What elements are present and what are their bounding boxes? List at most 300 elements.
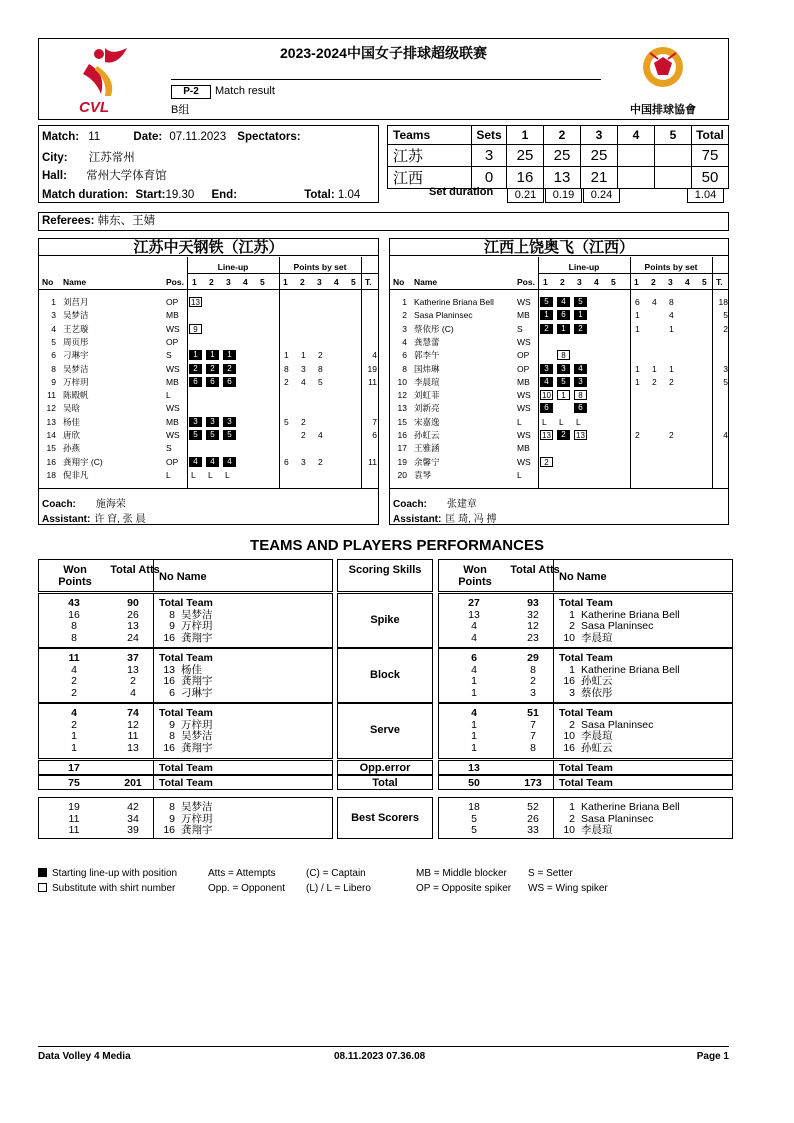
player-name: 吴梦洁 xyxy=(181,608,213,621)
total-points: 5 xyxy=(723,310,728,321)
player-name: 陈殿帆 xyxy=(63,390,89,401)
player-name: 万梓玥 xyxy=(181,812,213,825)
player-no: 16 xyxy=(563,741,575,754)
grid-line xyxy=(553,560,554,591)
team-b-short: 江西 xyxy=(388,167,472,189)
player-row xyxy=(390,442,728,455)
total-points: 11 xyxy=(368,376,377,387)
player-number: 6 xyxy=(402,350,407,361)
starting-position-box: 4 xyxy=(540,377,553,387)
player-name: 龚翔宇 xyxy=(181,675,213,687)
page-number: Page 1 xyxy=(696,1051,729,1062)
team-a-block-block xyxy=(38,648,333,703)
player-number: 13 xyxy=(46,416,56,427)
coach-name: 张建章 xyxy=(446,499,477,510)
player-number: 1 xyxy=(51,297,56,307)
player-name: 国炜琳 xyxy=(414,363,440,374)
total-atts-header: Total Atts xyxy=(510,564,560,576)
starting-position-box: 1 xyxy=(223,350,236,360)
player-row xyxy=(39,402,378,415)
player-number: 8 xyxy=(51,363,56,374)
won-points-header: Won Points xyxy=(458,564,492,588)
points-set-header: 3 xyxy=(668,277,673,287)
player-row xyxy=(39,336,378,349)
assistant-names: 匡 琦, 冯 搏 xyxy=(445,514,497,525)
row-label: Total Team xyxy=(159,762,213,774)
player-row xyxy=(39,456,378,469)
player-number: 6 xyxy=(51,350,56,361)
attempts: 33 xyxy=(527,824,539,836)
attempts: 32 xyxy=(527,608,539,621)
player-position: MB xyxy=(517,310,530,321)
starting-position-box: 6 xyxy=(223,377,236,387)
starting-position-box: 1 xyxy=(540,310,553,320)
player-position: L xyxy=(166,390,171,401)
player-row xyxy=(39,469,378,482)
team-b-total-row xyxy=(438,775,733,790)
player-name: Katherine Briana Bell xyxy=(581,801,680,813)
player-no: 16 xyxy=(563,675,575,687)
attempts: 3 xyxy=(530,686,536,699)
points-set-header: 4 xyxy=(334,277,339,287)
total-points: 4 xyxy=(372,350,377,361)
city-label: City: xyxy=(42,152,68,164)
starting-position-box: 4 xyxy=(189,457,202,467)
attempts: 12 xyxy=(527,620,539,632)
legend-atts: Atts = Attempts xyxy=(208,868,276,879)
team-a-best-scorers xyxy=(38,797,333,839)
t-header: T. xyxy=(365,277,372,287)
total-duration: 1.04 xyxy=(337,189,361,201)
starting-position-box: 6 xyxy=(574,403,587,413)
set-points: 1 xyxy=(635,323,640,334)
player-no: 13 xyxy=(163,663,175,676)
lineup-set-header: 2 xyxy=(209,277,214,287)
date-label: Date: xyxy=(133,131,163,143)
attempts: 4 xyxy=(130,686,136,699)
set-points: 2 xyxy=(301,430,306,440)
starting-position-box: 3 xyxy=(574,377,587,387)
set-scores xyxy=(387,125,729,189)
header-rule xyxy=(171,79,601,80)
substitute-box: 1 xyxy=(557,390,570,400)
player-name: Total Team xyxy=(159,652,213,664)
lineup-header: Line-up xyxy=(217,262,249,272)
assistant-label: Assistant: xyxy=(393,514,442,525)
attempts: 37 xyxy=(127,652,139,664)
player-name: 王艺璇 xyxy=(63,323,89,334)
set-points: 6 xyxy=(635,297,640,307)
player-number: 14 xyxy=(46,430,56,440)
player-position: WS xyxy=(517,390,531,401)
set2-header: 2 xyxy=(544,126,581,145)
total-points: 11 xyxy=(368,456,377,467)
federation-logo-text: 中国排球協會 xyxy=(630,103,696,116)
won-points: 11 xyxy=(68,824,80,836)
won-points: 1 xyxy=(71,741,77,754)
team-b-best-scorers xyxy=(438,797,733,839)
set-points: 4 xyxy=(652,297,657,307)
total-atts-header: Total Atts xyxy=(110,564,160,576)
legend-mb: MB = Middle blocker xyxy=(416,868,507,879)
attempts: 12 xyxy=(127,718,139,731)
set-points: 3 xyxy=(301,456,306,467)
lineup-set-header: 1 xyxy=(543,277,548,287)
won-points: 2 xyxy=(71,675,77,687)
footer-left: Data Volley 4 Media xyxy=(38,1051,131,1062)
libero-mark: L xyxy=(542,416,547,427)
player-name: Total Team xyxy=(159,597,213,609)
skill-label: Spike xyxy=(370,613,400,626)
player-no: 9 xyxy=(169,718,175,731)
substitute-box: 8 xyxy=(574,390,587,400)
row-label: Total Team xyxy=(159,777,213,789)
player-name: 吴晗 xyxy=(63,403,81,414)
grid-line xyxy=(390,488,728,489)
grid-line xyxy=(553,761,554,774)
player-position: WS xyxy=(517,336,531,347)
score-row xyxy=(388,145,729,167)
attempts: 2 xyxy=(130,675,136,687)
player-row xyxy=(39,416,378,429)
set-points: 2 xyxy=(669,376,674,387)
skill-block xyxy=(337,648,433,703)
grid-line xyxy=(187,273,378,274)
starting-position-box: 1 xyxy=(206,350,219,360)
starting-position-box: 4 xyxy=(206,457,219,467)
set-points: 6 xyxy=(284,456,289,467)
name-header: Name xyxy=(414,277,438,287)
starting-position-box: 4 xyxy=(574,364,587,374)
total-points: 6 xyxy=(372,430,377,440)
document-subtitle: Match result xyxy=(215,85,275,97)
starting-position-box: 2 xyxy=(189,364,202,374)
set-points: 8 xyxy=(669,297,674,307)
legend-libero: (L) / L = Libero xyxy=(306,883,371,894)
won-points: 11 xyxy=(68,652,80,664)
set2-duration: 0.19 xyxy=(545,188,582,203)
duration-label: Match duration: xyxy=(42,189,129,201)
grid-line xyxy=(538,273,728,274)
player-position: MB xyxy=(517,376,530,387)
won-points: 16 xyxy=(68,608,80,621)
grid-line xyxy=(553,649,554,702)
set-points: 5 xyxy=(284,416,289,427)
points-set-header: 1 xyxy=(634,277,639,287)
federation-logo xyxy=(628,45,698,117)
won-points: 19 xyxy=(68,801,80,813)
cvl-logo xyxy=(75,44,133,116)
won-points: 1 xyxy=(71,730,77,742)
player-name: Total Team xyxy=(559,652,613,664)
points-set-header: 4 xyxy=(685,277,690,287)
team-a-set5 xyxy=(655,145,692,167)
assistant-label: Assistant: xyxy=(42,514,91,525)
player-name: Sasa Planinsec xyxy=(414,310,473,321)
player-no: 10 xyxy=(563,824,575,836)
lineup-header: Line-up xyxy=(568,262,600,272)
player-no: 2 xyxy=(569,812,575,825)
substitute-box: 9 xyxy=(189,324,202,334)
starting-position-box: 3 xyxy=(189,417,202,427)
player-name: Sasa Planinsec xyxy=(581,718,654,731)
player-name: 孙燕 xyxy=(63,443,81,454)
team-b-set3: 21 xyxy=(581,167,618,189)
player-name: 杨佳 xyxy=(63,416,81,427)
player-row xyxy=(390,416,728,429)
points-set-header: 2 xyxy=(651,277,656,287)
substitute-box: 13 xyxy=(574,430,587,440)
no-name-header: No Name xyxy=(159,571,207,583)
starting-position-box: 2 xyxy=(574,324,587,334)
report-header xyxy=(38,38,729,120)
starting-position-box: 6 xyxy=(557,310,570,320)
set-duration-row xyxy=(387,184,727,203)
grid-line xyxy=(553,776,554,789)
lineup-set-header: 5 xyxy=(260,277,265,287)
attempts: 23 xyxy=(527,631,539,644)
player-no: 1 xyxy=(569,608,575,621)
player-name: 万梓玥 xyxy=(181,620,213,632)
team-a-panel xyxy=(38,238,379,525)
set-points: 8 xyxy=(318,363,323,374)
won-points: 4 xyxy=(471,663,477,676)
total-label: Total: xyxy=(304,189,335,201)
no-name-header: No Name xyxy=(559,571,607,583)
won-points: 6 xyxy=(471,652,477,664)
skill-label: Total xyxy=(372,777,398,789)
grid-line xyxy=(153,594,154,647)
player-position: OP xyxy=(166,336,179,347)
player-name: 余馨宁 xyxy=(414,456,440,467)
player-no: 2 xyxy=(569,718,575,731)
won-points: 1 xyxy=(471,741,477,754)
set-points: 2 xyxy=(318,456,323,467)
player-row xyxy=(390,456,728,469)
set-points: 4 xyxy=(318,430,323,440)
player-no: 16 xyxy=(163,741,175,754)
set-points: 1 xyxy=(635,376,640,387)
total-points: 4 xyxy=(723,430,728,440)
team-name: 江苏中天钢铁（江苏） xyxy=(39,239,378,256)
player-no: 16 xyxy=(163,675,175,687)
player-row xyxy=(39,442,378,455)
player-position: OP xyxy=(166,456,179,467)
won-points: 4 xyxy=(71,663,77,676)
starting-position-box: 1 xyxy=(574,310,587,320)
starting-position-box: 4 xyxy=(223,457,236,467)
points-set-header: 5 xyxy=(351,277,356,287)
grid-line xyxy=(153,649,154,702)
player-no: 9 xyxy=(169,620,175,632)
won-points: 1 xyxy=(471,730,477,742)
skills-header xyxy=(337,559,433,592)
player-no: 10 xyxy=(563,631,575,644)
name-header: Name xyxy=(63,277,87,287)
won-points: 75 xyxy=(68,777,80,789)
starting-position-box: 5 xyxy=(223,430,236,440)
player-name: 刘虹菲 xyxy=(414,390,440,401)
set-points: 4 xyxy=(301,376,306,387)
team-b-panel xyxy=(389,238,729,525)
player-number: 13 xyxy=(397,403,407,414)
player-number: 4 xyxy=(402,336,407,347)
team-a-total: 75 xyxy=(692,145,729,167)
total-points: 7 xyxy=(372,416,377,427)
player-no: 1 xyxy=(569,663,575,676)
footer-rule xyxy=(38,1046,729,1047)
team-a-sets: 3 xyxy=(472,145,507,167)
grid-line xyxy=(153,761,154,774)
team-a-short: 江苏 xyxy=(388,145,472,167)
set-duration-label: Set duration xyxy=(429,186,494,198)
match-label: Match: xyxy=(42,131,80,143)
teams-header: Teams xyxy=(388,126,472,145)
player-name: 唐欣 xyxy=(63,430,81,440)
player-number: 16 xyxy=(46,456,56,467)
attempts: 52 xyxy=(527,801,539,813)
player-position: OP xyxy=(517,363,530,374)
attempts: 173 xyxy=(524,777,542,789)
starting-position-box: 3 xyxy=(206,417,219,427)
starting-position-box: 4 xyxy=(557,297,570,307)
grid-line xyxy=(553,704,554,758)
opp_error-skill xyxy=(337,760,433,775)
starting-position-box: 2 xyxy=(540,324,553,334)
player-name: Total Team xyxy=(559,707,613,719)
grid-line xyxy=(553,798,554,838)
grid-line xyxy=(39,289,378,290)
player-name: 孙虹云 xyxy=(581,675,613,687)
points-set-header: 2 xyxy=(300,277,305,287)
player-name: 袁琴 xyxy=(414,469,432,480)
lineup-set-header: 1 xyxy=(192,277,197,287)
won-points: 1 xyxy=(471,675,477,687)
player-number: 11 xyxy=(47,390,56,401)
player-position: WS xyxy=(166,323,180,334)
player-no: 1 xyxy=(569,801,575,813)
substitute-box: 13 xyxy=(189,297,202,307)
player-number: 20 xyxy=(397,469,407,480)
set-points: 1 xyxy=(669,363,674,374)
starting-position-box: 6 xyxy=(540,403,553,413)
libero-mark: L xyxy=(576,416,581,427)
starting-position-box: 1 xyxy=(557,324,570,334)
starting-position-box: 6 xyxy=(206,377,219,387)
attempts: 8 xyxy=(530,663,536,676)
skill-label: Best Scorers xyxy=(351,812,419,824)
player-row xyxy=(390,309,728,322)
libero-mark: L xyxy=(225,469,230,480)
coach-label: Coach: xyxy=(393,499,427,510)
set-points: 2 xyxy=(635,430,640,440)
total-points: 2 xyxy=(723,323,728,334)
substitute-box: 13 xyxy=(540,430,553,440)
coach-row xyxy=(42,495,126,510)
starting-position-box: 5 xyxy=(189,430,202,440)
player-name: 郭李午 xyxy=(414,350,440,361)
points-set-header: 3 xyxy=(317,277,322,287)
lineup-set-header: 3 xyxy=(226,277,231,287)
player-name: 蔡依彤 (C) xyxy=(414,323,454,334)
player-row xyxy=(390,323,728,336)
player-name: 杨佳 xyxy=(181,663,202,676)
team-a-set4 xyxy=(618,145,655,167)
team-a-spike-block xyxy=(38,593,333,648)
team-a-total-row xyxy=(38,775,333,790)
won-points: 13 xyxy=(468,608,480,621)
player-name: 龚翔宇 (C) xyxy=(63,456,103,467)
won-points: 1 xyxy=(471,686,477,699)
substitute-box: 10 xyxy=(540,390,553,400)
won-points: 4 xyxy=(471,631,477,644)
player-row xyxy=(39,349,378,362)
set1-duration: 0.21 xyxy=(507,188,544,203)
lineup-set-header: 4 xyxy=(243,277,248,287)
player-number: 4 xyxy=(51,323,56,334)
player-name: Katherine Briana Bell xyxy=(581,608,680,621)
set-points: 2 xyxy=(669,430,674,440)
player-name: 刁琳宇 xyxy=(63,350,89,361)
won-points: 4 xyxy=(71,707,77,719)
player-no: 2 xyxy=(569,620,575,632)
player-position: MB xyxy=(166,310,179,321)
starting-position-box: 2 xyxy=(223,364,236,374)
grid-line xyxy=(153,560,154,591)
player-number: 19 xyxy=(397,456,407,467)
points-header: Points by set xyxy=(644,262,698,272)
grid-line xyxy=(153,776,154,789)
player-name: 李晨瑄 xyxy=(581,631,613,644)
legend-captain: (C) = Captain xyxy=(306,868,366,879)
attempts: 51 xyxy=(527,707,539,719)
attempts: 34 xyxy=(127,812,139,825)
attempts: 13 xyxy=(127,741,139,754)
player-name: 刁琳宇 xyxy=(181,686,213,699)
player-number: 15 xyxy=(397,416,407,427)
player-position: S xyxy=(166,350,172,361)
player-name: 龚翔宇 xyxy=(181,824,213,836)
player-position: WS xyxy=(517,456,531,467)
attempts: 74 xyxy=(127,707,139,719)
starting-position-box: 2 xyxy=(206,364,219,374)
start-label: Start: xyxy=(135,189,166,201)
team-a-set2: 25 xyxy=(544,145,581,167)
player-name: 万梓玥 xyxy=(181,718,213,731)
attempts: 7 xyxy=(530,718,536,731)
player-row xyxy=(390,296,728,309)
assistant-names: 许 窅, 张 晨 xyxy=(94,514,146,525)
team-a-set1: 25 xyxy=(507,145,544,167)
attempts: 29 xyxy=(527,652,539,664)
player-name: 吴梦洁 xyxy=(181,801,213,813)
starting-position-box: 5 xyxy=(574,297,587,307)
match-number: 11 xyxy=(88,131,101,143)
set-points: 1 xyxy=(652,363,657,374)
team-b-set1: 16 xyxy=(507,167,544,189)
row-label: Total Team xyxy=(559,762,613,774)
set-points: 4 xyxy=(669,310,674,321)
player-name: 刘莒月 xyxy=(63,297,89,307)
set3-duration: 0.24 xyxy=(583,188,620,203)
starting-position-box: 6 xyxy=(189,377,202,387)
won-points: 8 xyxy=(71,620,77,632)
player-name: 周页彤 xyxy=(63,336,89,347)
won-points: 5 xyxy=(471,812,477,825)
starting-position-box: 3 xyxy=(557,364,570,374)
attempts: 8 xyxy=(530,741,536,754)
score-table xyxy=(387,125,729,204)
